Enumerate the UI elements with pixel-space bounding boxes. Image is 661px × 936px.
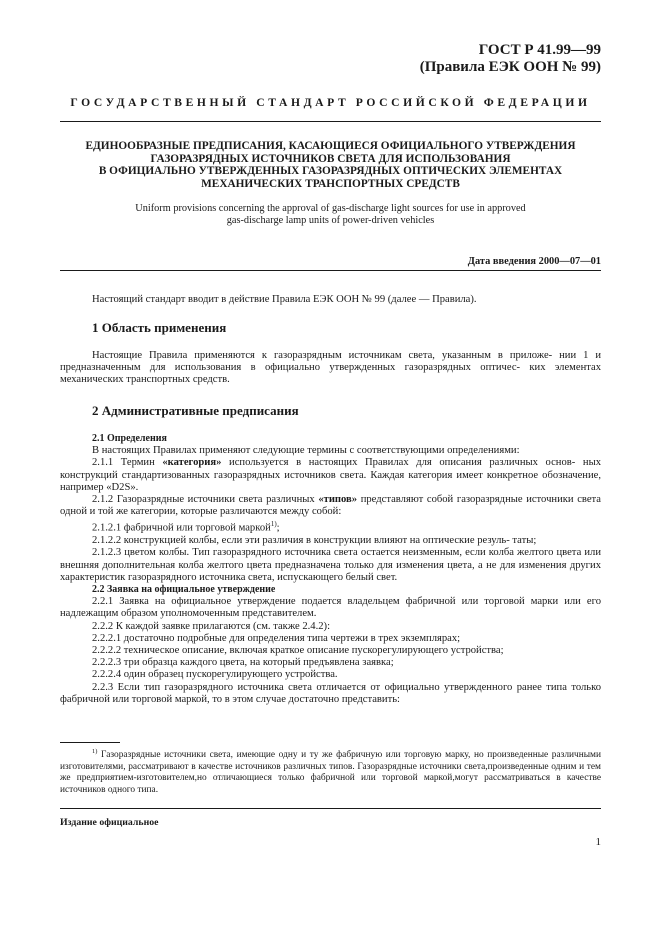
standard-designation	[420, 42, 601, 76]
standard-code: ГОСТ Р 41.99—99	[478, 42, 601, 58]
text-run: ;	[276, 522, 280, 534]
text-run: 2.1.2.1 фабричной или торговой маркой	[92, 522, 271, 534]
text-run: представляют собой газоразрядные источники света одной и той же категории, которые различаются между собой:	[60, 494, 601, 518]
paragraph-2-2-1: 2.2.1 Заявка на официальное утверждение подается владельцем фабричной или торговой марки или его надлежащим образом уполномоченным представителем.	[60, 596, 601, 620]
paragraph-2-2-2-2: 2.2.2.2 техническое описание, включая краткое описание пускорегулирующего устройства;	[92, 644, 504, 656]
footer-rule	[60, 808, 601, 809]
paragraph-2-2-3: 2.2.3 Если тип газоразрядного источника света отличается от официально утвержденного ранее типа только фабричной или торговой маркой, то в этом случае достаточно представить:	[60, 681, 601, 705]
title-line: ГАЗОРАЗРЯДНЫХ ИСТОЧНИКОВ СВЕТА ДЛЯ ИСПОЛЬЗОВАНИЯ	[150, 152, 511, 165]
subsection-2-2-title: 2.2 Заявка на официальное утверждение	[92, 583, 276, 595]
intro-paragraph	[60, 294, 601, 306]
introduction-date: Дата введения 2000—07—01	[467, 256, 601, 267]
title-line: МЕХАНИЧЕСКИХ ТРАНСПОРТНЫХ СРЕДСТВ	[201, 177, 460, 190]
paragraph-2-2-2-1: 2.2.2.1 достаточно подробные для определения типа чертежи в трех экземплярах;	[92, 632, 461, 644]
section-2-body	[60, 433, 601, 706]
footnote-reference: 1)	[270, 520, 277, 529]
paragraph-2-2-2-4: 2.2.2.4 один образец пускорегулирующего устройства.	[92, 669, 338, 681]
page-number: 1	[595, 836, 601, 848]
text-run: 2.1.1 Термин	[92, 457, 155, 469]
intro-text: Настоящий стандарт вводит в действие Правила ЕЭК ООН № 99 (далее — Правила).	[92, 294, 477, 305]
paragraph-2-2-2: 2.2.2 К каждой заявке прилагаются (см. также 2.4.2):	[92, 620, 331, 632]
title-line: ЕДИНООБРАЗНЫЕ ПРЕДПИСАНИЯ, КАСАЮЩИЕСЯ ОФИЦИАЛЬНОГО УТВЕРЖДЕНИЯ	[85, 140, 576, 152]
english-title-line: gas-discharge lamp units of power-driven vehicles	[226, 215, 435, 226]
date-rule	[60, 270, 601, 271]
text-run: используется в настоящих Правилах для описания различных основ- ных конструкций стандартизованных газоразрядных источников света. Каждая категория имеет конкретное обозначение, например «D2S».	[60, 457, 601, 493]
edition-label: Издание официальное	[60, 817, 159, 828]
text-run: Газоразрядные источники света, имеющие одну и ту же фабричную или торговую марку, но произведенные различными изготовителями, рассматривают в качестве источников различных типов. Газоразрядные источники света,произведенные одним и тем же предприятием-изготовителем,но отличающиеся только фабричной или торговой маркой,могут рассматриваться в качестве источников одного типа.	[60, 750, 601, 795]
section-1-body	[60, 350, 601, 387]
english-title	[80, 203, 581, 227]
paragraph: В настоящих Правилах применяют следующие термины с соответствующими определениями:	[92, 445, 520, 457]
paragraph-2-1-2-1	[60, 518, 601, 535]
term-types: «типов»	[318, 494, 358, 506]
title-line: В ОФИЦИАЛЬНО УТВЕРЖДЕННЫХ ГАЗОРАЗРЯДНЫХ ОПТИЧЕСКИХ ЭЛЕМЕНТАХ	[98, 165, 563, 178]
paragraph-2-1-2-3: 2.1.2.3 цветом колбы. Тип газоразрядного источника света остается неизменным, если колба желтого цвета или внешняя дополнительная колба желтого цвета предназначена только для изменения цвета, а не для изменения других характеристик газоразрядного источника света, испускающего белый свет.	[60, 547, 601, 583]
footnote	[60, 746, 601, 797]
header-rule	[60, 121, 601, 122]
paragraph-2-1-2-2: 2.1.2.2 конструкцией колбы, если эти различия в конструкции влияют на оптические резуль- таты;	[92, 535, 537, 547]
paragraph-2-1-2	[60, 494, 601, 518]
section-2-heading: 2 Административные предписания	[92, 403, 299, 418]
section-1-text: Настоящие Правила применяются к газоразрядным источникам света, указанным в приложе- нии 1 и предназначенным для использования в официально утвержденных газоразрядных оптичес- ких элементах механических транспортных средств.	[60, 350, 601, 386]
subsection-2-1-title: 2.1 Определения	[92, 433, 167, 444]
state-standard-banner: ГОСУДАРСТВЕННЫЙ СТАНДАРТ РОССИЙСКОЙ ФЕДЕРАЦИИ	[70, 96, 591, 109]
section-1-heading: 1 Область применения	[92, 320, 227, 335]
english-title-line: Uniform provisions concerning the approval of gas-discharge light sources for use in approved	[135, 203, 526, 214]
footnote-mark: 1)	[92, 748, 98, 755]
term-category: «категория»	[162, 457, 222, 469]
footnote-text	[60, 746, 601, 797]
document-title	[60, 140, 601, 190]
footnote-separator	[60, 742, 120, 743]
paragraph-2-1-1	[60, 457, 601, 494]
standard-rules-ref: (Правила ЕЭК ООН № 99)	[419, 59, 601, 75]
paragraph-2-2-2-3: 2.2.2.3 три образца каждого цвета, на который предъявлена заявка;	[92, 657, 394, 669]
text-run: 2.1.2 Газоразрядные источники света различных	[92, 494, 315, 506]
